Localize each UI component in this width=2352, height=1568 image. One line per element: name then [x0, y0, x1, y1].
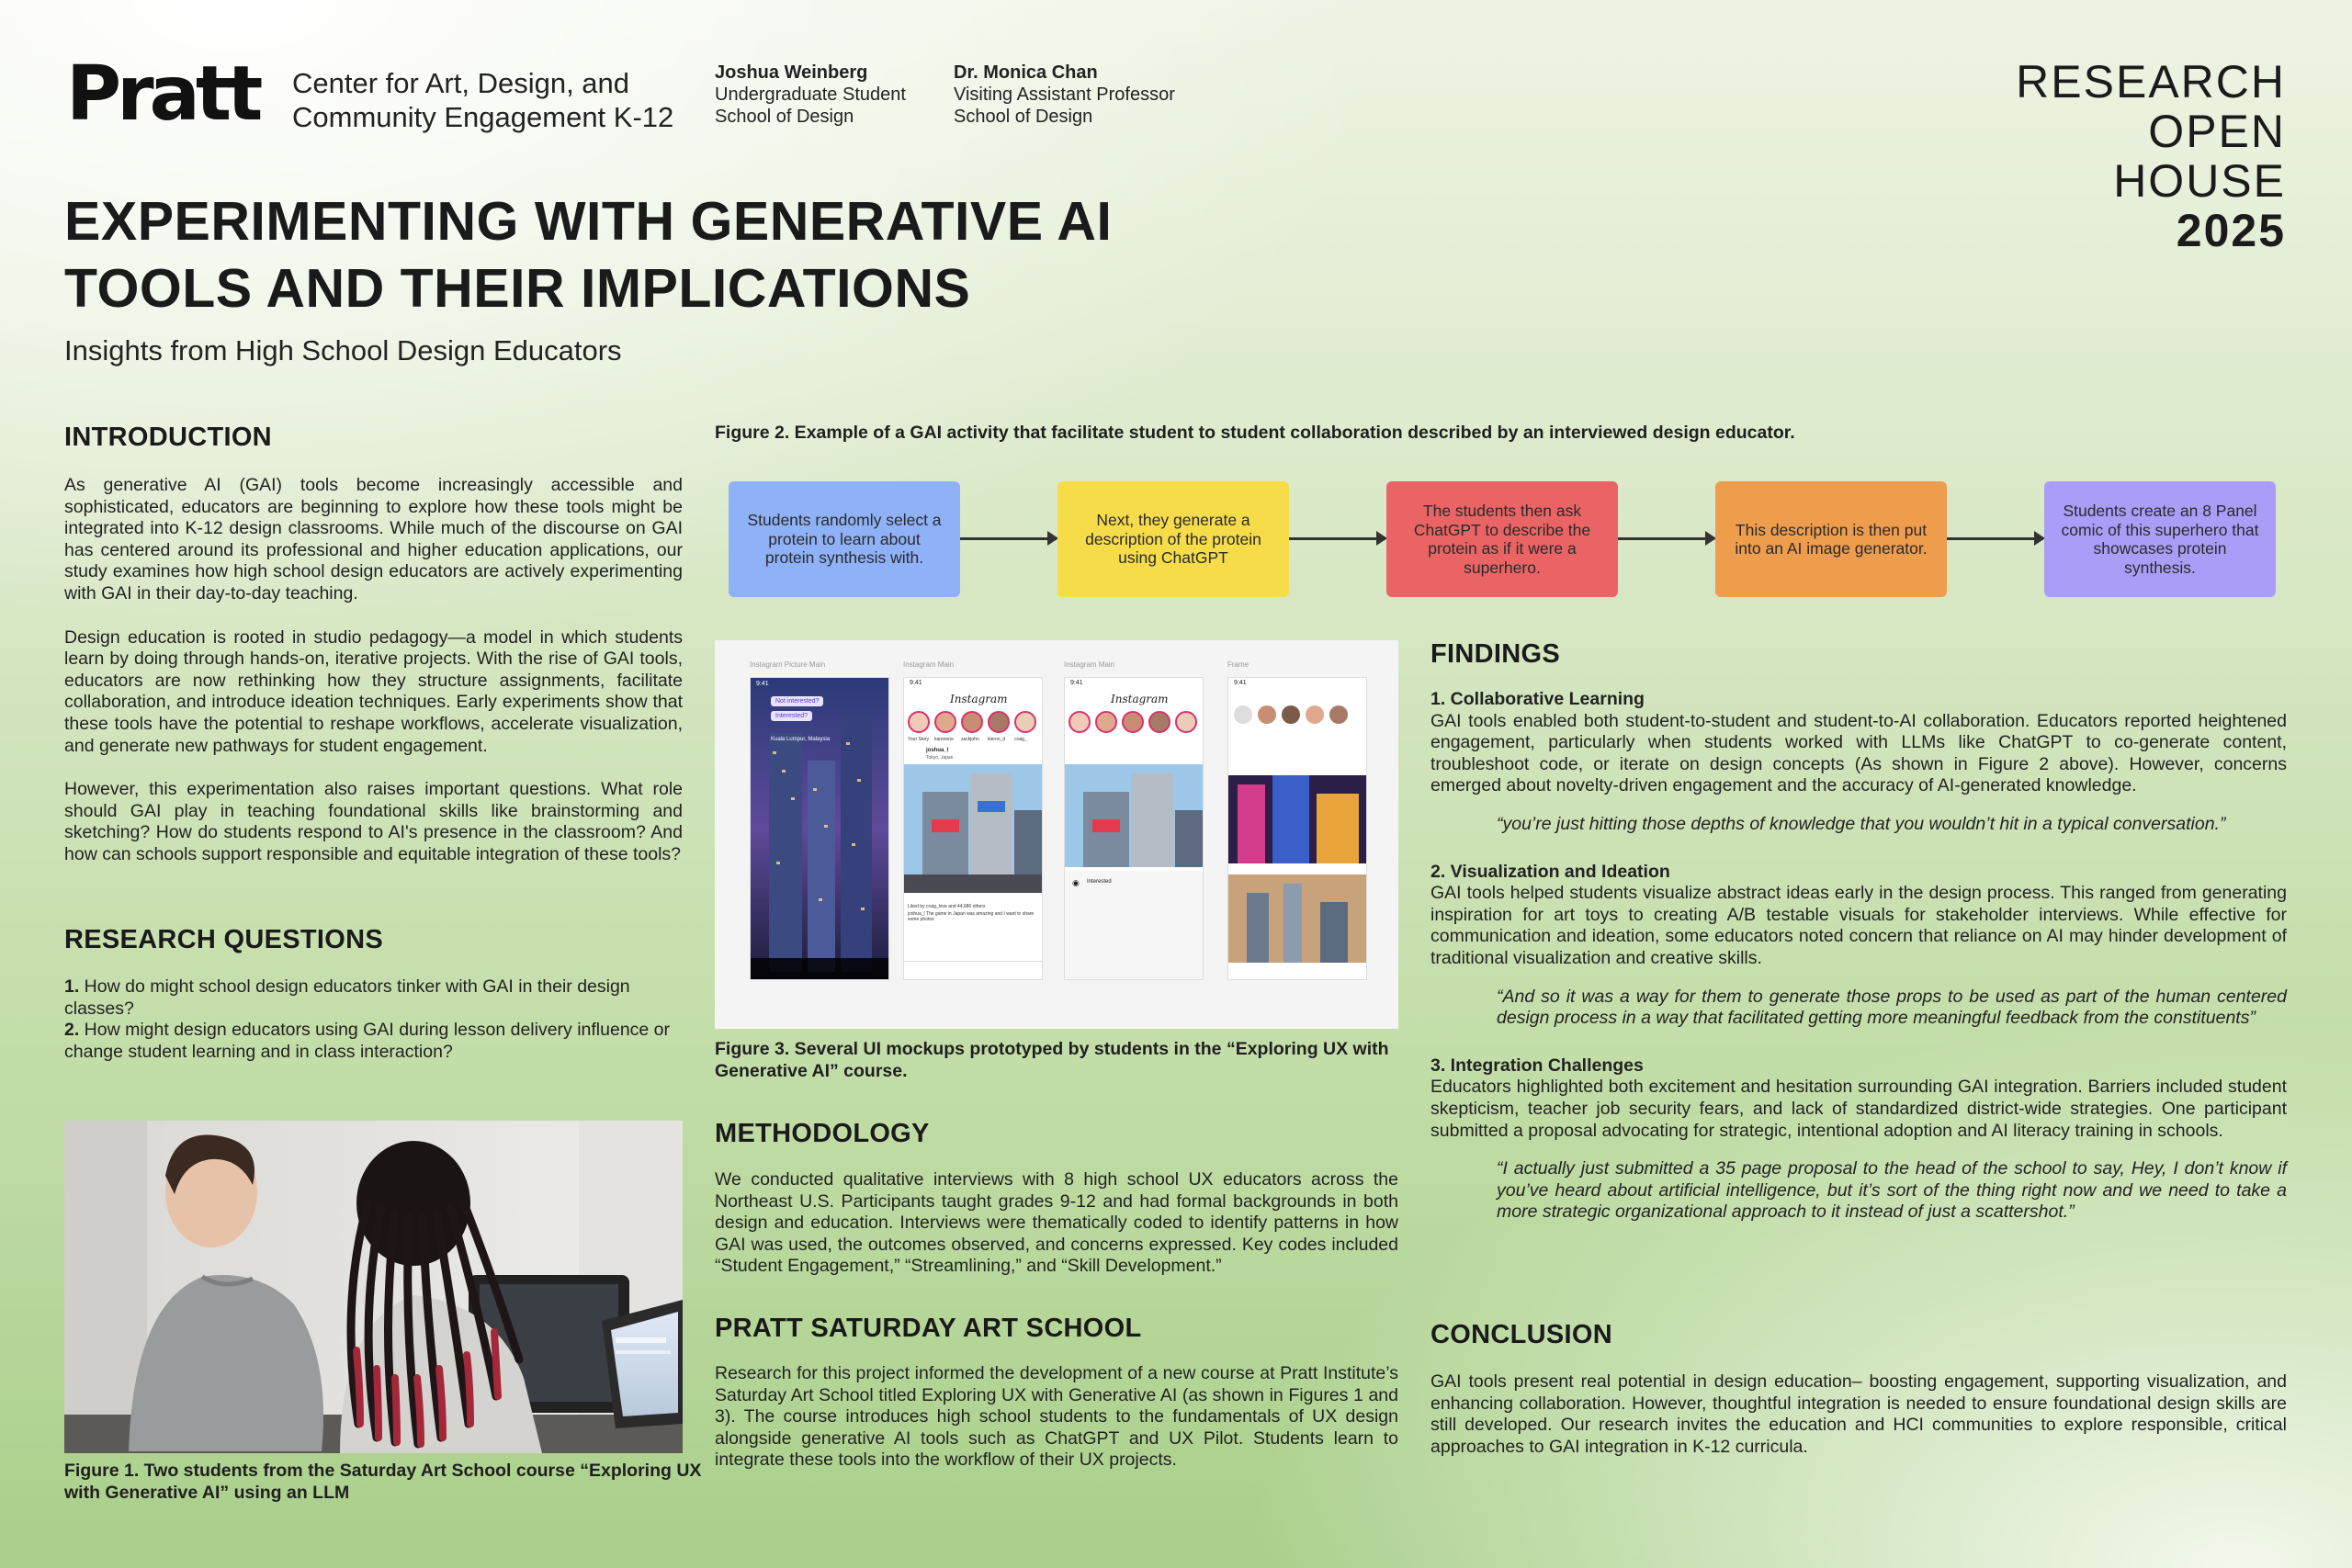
story-avatar[interactable]	[1095, 711, 1117, 733]
interested-button[interactable]: Interested?	[771, 711, 812, 721]
post-photo	[904, 764, 1043, 893]
story-avatar[interactable]	[1282, 705, 1300, 724]
story-name: kieron_d	[988, 737, 1006, 742]
question-number: 1.	[64, 976, 80, 997]
flow-arrow	[1289, 537, 1385, 540]
author-1	[715, 62, 906, 128]
instagram-wordmark: Instagram	[1111, 693, 1169, 705]
flow-step-2	[1057, 481, 1289, 597]
pratt-saturday-body: Research for this project informed the development of a new course at Pratt Institute’s Saturday Art School titled Exploring UX with Generative AI (as shown in Figures 1 and 3). The course introduces high school students to the fundamentals of UX design alongside generative AI tools such as ChatGPT and UX Pilot. Students learn to integrate these tools into the workflow of their UX projects.	[715, 1363, 1398, 1471]
center-name-line2: Community Engagement K-12	[292, 101, 674, 133]
title-line2: TOOLS AND THEIR IMPLICATIONS	[64, 258, 971, 319]
story-name: Your Story	[908, 737, 930, 742]
flow-step-4	[1715, 481, 1947, 597]
story-avatar[interactable]	[908, 711, 930, 733]
event-year: 2025	[2176, 205, 2286, 256]
post-location: Tokyo, Japan	[926, 755, 954, 761]
intro-paragraph: Design education is rooted in studio pedagogy—a model in which students learn by doing through hands-on, iterative projects. With the rise of GAI tools, educators are now rethinking how they structure assignments, facilitate collaboration, and introduce ideation techniques. Early experiments show that these tools have the potential to reshape workflows, accelerate visualization, and generate new pathways for student engagement.	[64, 626, 683, 756]
finding-title: 1. Collaborative Learning	[1430, 689, 1645, 709]
author-name: Joshua Weinberg	[715, 62, 868, 83]
finding-title: 3. Integration Challenges	[1430, 1055, 1644, 1076]
research-open-house-mark	[2016, 57, 2286, 255]
city-night-image	[751, 678, 889, 980]
mockup-phone-3	[1064, 677, 1204, 980]
mockup-phone-4	[1227, 677, 1367, 980]
stories-row	[1069, 711, 1197, 733]
figure1-photo	[64, 1121, 683, 1453]
story-avatar[interactable]	[934, 711, 956, 733]
question-text: How might design educators using GAI during lesson delivery influence or change student learning and in class interaction?	[64, 1020, 671, 1062]
finding-text: GAI tools helped students visualize abstract ideas early in the design process. This ranged from generating inspiration for art toys to creating A/B testable visuals for stakeholder interviews. While effective for communication and ideation, some educators noted concern that reliance on AI may hinder development of traditional visualization and creative skills.	[1430, 883, 2287, 968]
explore-photos	[1228, 775, 1367, 980]
research-questions-heading: RESEARCH QUESTIONS	[64, 925, 383, 954]
center-name	[292, 66, 673, 134]
author-role: Undergraduate Student	[715, 85, 906, 105]
options-sheet	[1065, 871, 1204, 980]
story-avatar[interactable]	[1329, 705, 1348, 724]
pratt-logo: Pratt	[66, 51, 259, 138]
story-avatar[interactable]	[1014, 711, 1036, 733]
methodology-body: We conducted qualitative interviews with 8 high school UX educators across the Northeast U.S. Participants taught grades 9-12 and had formal backgrounds in both design and education. Interviews were thematically coded to identify patterns in how GAI was used, the outcomes observed, and concerns expressed. Key codes included “Student Engagement,” “Streamlining,” and “Skill Development.”	[715, 1169, 1398, 1277]
figure1-caption: Figure 1. Two students from the Saturday Art School course “Exploring UX with Generative AI” using an LLM	[64, 1461, 702, 1503]
methodology-heading: METHODOLOGY	[715, 1119, 930, 1148]
conclusion-body: GAI tools present real potential in design education– boosting engagement, supporting visualization, and enhancing collaboration. However, thoughtful integration is needed to ensure foundational design skills are still developed. Our research invites the education and HCI communities to explore responsible, critical approaches to GAI integration in K-12 curricula.	[1430, 1371, 2287, 1457]
question-number: 2.	[64, 1020, 80, 1041]
flow-step-5	[2044, 481, 2276, 597]
introduction-body	[64, 475, 683, 888]
interested-menu-item[interactable]: Interested	[1087, 879, 1112, 885]
story-avatar[interactable]	[1258, 705, 1276, 724]
flow-step-text: Next, they generate a description of the protein using ChatGPT	[1085, 511, 1261, 568]
flow-step-text: Students randomly select a protein to learn about protein synthesis with.	[747, 511, 942, 568]
findings-heading: FINDINGS	[1430, 639, 1560, 669]
research-questions-list	[64, 976, 683, 1063]
mockup-phone-2	[903, 677, 1043, 980]
figure3-caption: Figure 3. Several UI mockups prototyped by students in the “Exploring UX with Generative AI” course.	[715, 1039, 1389, 1081]
flow-arrow	[1618, 537, 1714, 540]
not-interested-button[interactable]: Not interested?	[771, 696, 823, 706]
story-name: karennne	[934, 737, 954, 742]
students-photo-illustration	[64, 1121, 683, 1453]
finding-title: 2. Visualization and Ideation	[1430, 861, 1670, 882]
event-line3: HOUSE	[2113, 155, 2286, 207]
frame-label: Instagram Picture Main	[750, 660, 826, 669]
author-school: School of Design	[715, 107, 854, 127]
flow-step-text: Students create an 8 Panel comic of this superhero that showcases protein synthesis.	[2061, 502, 2259, 577]
pratt-saturday-heading: PRATT SATURDAY ART SCHOOL	[715, 1314, 1142, 1343]
post-photo	[1065, 764, 1204, 867]
status-time: 9:41	[1234, 680, 1247, 686]
eye-icon: ◉	[1072, 878, 1080, 887]
frame-label: Instagram Main	[903, 660, 955, 669]
story-name: craig_	[1014, 737, 1027, 742]
story-avatar[interactable]	[961, 711, 983, 733]
story-names	[908, 737, 1036, 742]
conclusion-heading: CONCLUSION	[1430, 1320, 1612, 1349]
story-avatar[interactable]	[1122, 711, 1144, 733]
flow-arrow	[960, 537, 1057, 540]
research-question	[64, 976, 683, 1020]
story-avatar[interactable]	[1175, 711, 1197, 733]
question-text: How do might school design educators tinker with GAI in their design classes?	[64, 976, 630, 1019]
finding-quote: “you’re just hitting those depths of knowledge that you wouldn’t hit in a typical conversation.”	[1497, 813, 2226, 834]
figure2-caption: Figure 2. Example of a GAI activity that facilitate student to student collaboration described by an interviewed design educator.	[715, 423, 1795, 443]
center-name-line1: Center for Art, Design, and	[292, 67, 630, 99]
tab-bar-divider	[904, 961, 1043, 962]
mockup-phone-1	[750, 677, 889, 980]
location-tag: Kuala Lumpur, Malaysia	[771, 737, 831, 742]
finding-quote: “I actually just submitted a 35 page proposal to the head of the school to say, Hey, I don’t know if you’ve heard about artificial intelligence, but it’s sort of the thing right now and we need to take a more strategic organizational approach to it instead of just a scattershot.”	[1497, 1158, 2287, 1223]
event-line2: OPEN	[2148, 106, 2286, 157]
stories-row	[908, 711, 1036, 733]
figure3-mockups	[715, 640, 1398, 1029]
intro-paragraph: As generative AI (GAI) tools become increasingly accessible and sophisticated, educators are beginning to explore how these tools might be integrated into K-12 design classrooms. While much of the discourse on GAI has centered around its professional and higher education applications, our study examines how high school design educators are actively experimenting with GAI in their day-to-day teaching.	[64, 475, 683, 604]
post-caption: joshua_l The game in Japan was amazing and I want to share some photos	[908, 911, 1035, 922]
story-avatar[interactable]	[988, 711, 1010, 733]
post-username[interactable]: joshua_l	[926, 748, 949, 753]
status-time: 9:41	[910, 680, 922, 686]
instagram-wordmark: Instagram	[950, 693, 1008, 705]
story-avatar[interactable]	[1234, 705, 1252, 724]
author-school: School of Design	[954, 107, 1093, 127]
story-name: zackjohn	[961, 737, 979, 742]
stories-row	[1234, 705, 1348, 724]
flow-step-3	[1386, 481, 1618, 597]
poster-title	[64, 188, 1112, 322]
post-likes: Liked by craig_love and 44,686 others	[908, 904, 986, 909]
finding-text: GAI tools enabled both student-to-student and student-to-AI collaboration. Educators reported heightened engagement, particularly when students worked with LLMs like ChatGPT to co-generate content, troubleshoot code, or iterate on design concepts (As shown in Figure 2 above). However, concerns emerged about novelty-driven engagement and the accuracy of AI-generated knowledge.	[1430, 710, 2287, 796]
story-avatar[interactable]	[1306, 705, 1324, 724]
introduction-heading: INTRODUCTION	[64, 423, 272, 452]
story-avatar[interactable]	[1148, 711, 1170, 733]
flow-step-text: The students then ask ChatGPT to describe the protein as if it were a superhero.	[1413, 502, 1591, 577]
status-time: 9:41	[1070, 680, 1083, 686]
author-name: Dr. Monica Chan	[954, 62, 1098, 83]
finding-quote: “And so it was a way for them to generate those props to be used as part of the human centered design process in a way that facilitated getting more meaningful feedback from the constituents”	[1497, 986, 2287, 1029]
title-line1: EXPERIMENTING WITH GENERATIVE AI	[64, 191, 1113, 252]
story-avatar[interactable]	[1069, 711, 1091, 733]
event-line1: RESEARCH	[2016, 56, 2286, 107]
flow-arrow	[1947, 537, 2043, 540]
flow-step-text: This description is then put into an AI image generator.	[1735, 520, 1928, 558]
author-2	[954, 62, 1175, 128]
findings-body	[1430, 689, 2287, 1249]
research-question	[64, 1020, 683, 1063]
intro-paragraph: However, this experimentation also raises important questions. What role should GAI play in teaching foundational skills like brainstorming and sketching? How do students respond to AI's presence in the classroom? And how can schools support responsible and equitable integration of these tools?	[64, 779, 683, 864]
author-role: Visiting Assistant Professor	[954, 85, 1175, 105]
poster-subtitle: Insights from High School Design Educators	[64, 334, 622, 367]
status-time: 9:41	[756, 681, 769, 687]
frame-label: Instagram Main	[1064, 660, 1115, 669]
finding-text: Educators highlighted both excitement and hesitation surrounding GAI integration. Barriers included student skepticism, teacher job security fears, and lack of standardized district-wide strategies. One participant submitted a proposal advocating for strategic, intentional adoption and AI literacy training in schools.	[1430, 1077, 2287, 1141]
flow-step-1	[729, 481, 960, 597]
frame-label: Frame	[1227, 660, 1250, 669]
